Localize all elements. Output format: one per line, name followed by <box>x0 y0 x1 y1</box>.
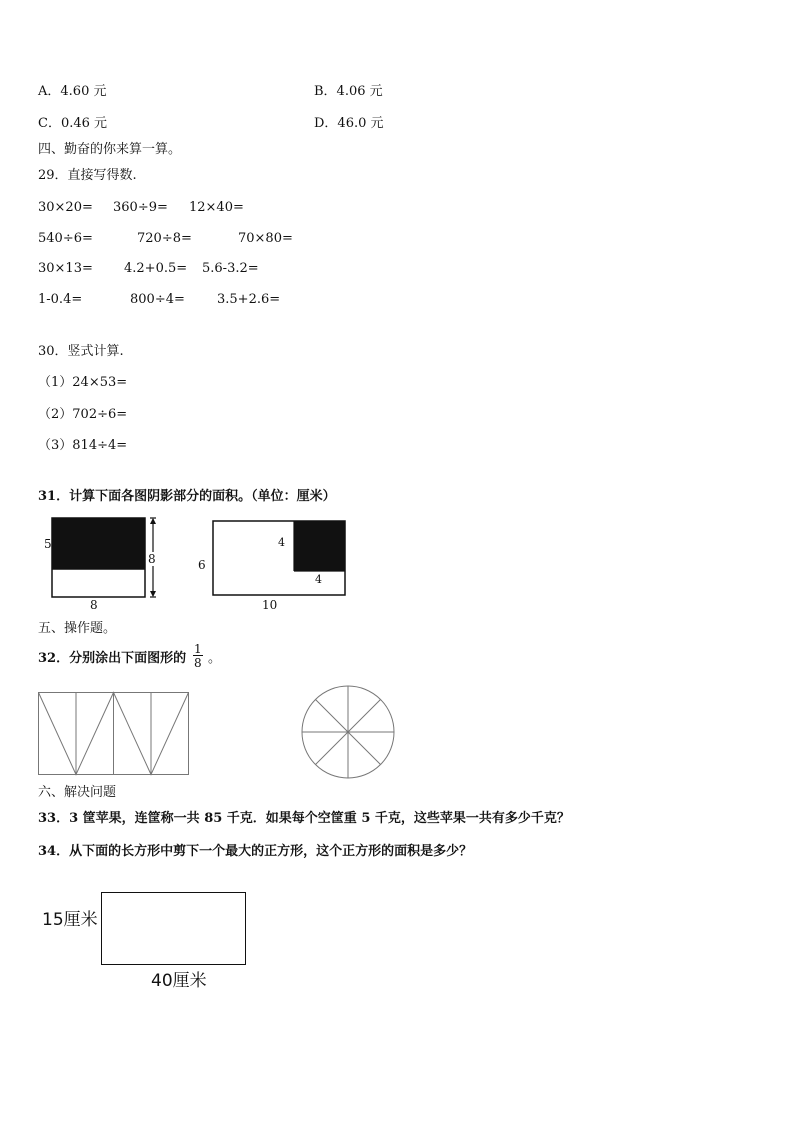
q31-fig2-inner-left-label: 4 <box>278 536 285 549</box>
q30-item-3: （3）814÷4= <box>38 438 128 453</box>
q34-text: 34．从下面的长方形中剪下一个最大的正方形，这个正方形的面积是多少？ <box>38 844 473 859</box>
q34-height-label: 15厘米 <box>42 910 98 930</box>
section-4-heading: 四、勤奋的你来算一算。 <box>38 142 182 157</box>
q29-title: 29．直接写得数. <box>38 168 137 183</box>
q30-item-1: （1）24×53= <box>38 375 128 390</box>
q32-circle-figure <box>300 684 396 780</box>
q34-width-label: 40厘米 <box>151 971 207 991</box>
choice-b: B．4.06 元 <box>314 84 383 99</box>
choice-c: C．0.46 元 <box>38 116 108 131</box>
q29-item: 5.6-3.2= <box>202 261 259 276</box>
q29-item: 360÷9= <box>113 200 168 215</box>
arrow-down-icon <box>150 591 156 597</box>
q31-fig2-inner-bottom-label: 4 <box>315 573 322 586</box>
q29-item: 3.5+2.6= <box>217 292 281 307</box>
choice-a: A．4.60 元 <box>38 84 107 99</box>
q31-fig1-bottom-label: 8 <box>90 598 98 612</box>
shaded-region <box>52 518 145 569</box>
shaded-square <box>294 521 345 571</box>
q31-fig1-right-label: 8 <box>148 552 156 566</box>
fraction-one-eighth <box>193 643 203 669</box>
q31-fig2-left-label: 6 <box>198 558 206 572</box>
q31-title: 31．计算下面各图阴影部分的面积。（单位：厘米） <box>38 489 336 504</box>
q34-rectangle <box>101 892 246 965</box>
q29-item: 800÷4= <box>130 292 185 307</box>
q30-item-2: （2）702÷6= <box>38 407 128 422</box>
q29-item: 30×13= <box>38 261 93 276</box>
q29-item: 30×20= <box>38 200 93 215</box>
q29-item: 12×40= <box>189 200 244 215</box>
q29-item: 4.2+0.5= <box>124 261 188 276</box>
q32-rectangle-figure <box>38 692 190 776</box>
q29-item: 70×80= <box>238 231 293 246</box>
q33-text: 33．3 筐苹果，连筐称一共 85 千克．如果每个空筐重 5 千克，这些苹果一共有多少千克？ <box>38 811 570 826</box>
choice-d: D．46.0 元 <box>314 116 384 131</box>
q31-fig2-bottom-label: 10 <box>262 598 278 612</box>
q29-item: 720÷8= <box>137 231 192 246</box>
q29-item: 540÷6= <box>38 231 93 246</box>
arrow-up-icon <box>150 518 156 524</box>
q31-fig1-left-label: 5 <box>44 537 52 551</box>
q32-suffix: 。 <box>208 651 222 666</box>
section-6-heading: 六、解决问题 <box>38 785 117 800</box>
q29-item: 1-0.4= <box>38 292 83 307</box>
fraction-numerator: 1 <box>194 642 202 656</box>
fraction-denominator: 8 <box>194 656 202 670</box>
section-5-heading: 五、操作题。 <box>38 621 117 636</box>
q30-title: 30．竖式计算. <box>38 344 124 359</box>
q32-title: 32．分别涂出下面图形的 <box>38 651 187 666</box>
q31-figure-2 <box>210 518 350 598</box>
